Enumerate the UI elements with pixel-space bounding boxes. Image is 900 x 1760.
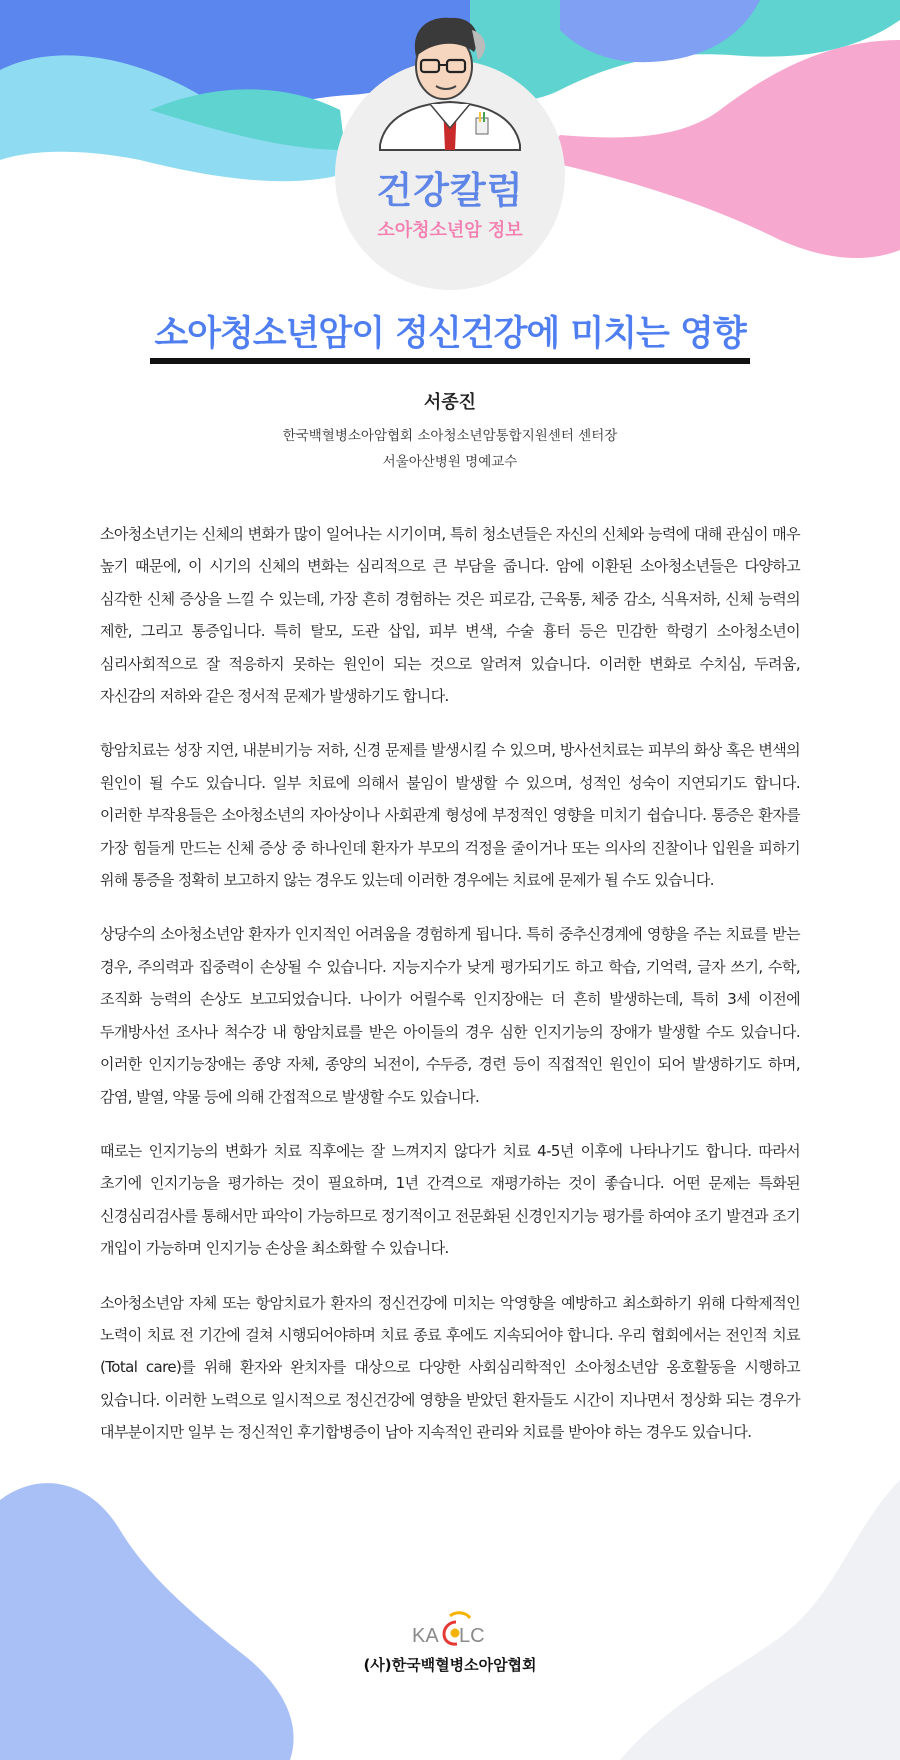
author-name: 서종진: [423, 392, 477, 413]
author-affiliation: 한국백혈병소아암협회 소아청소년암통합지원센터 센터장: [282, 428, 618, 444]
logo-prefix: KA: [412, 1625, 439, 1647]
article-paragraph-5: 소아청소년암 자체 또는 항암치료가 환자의 정신건강에 미치는 악영향을 예방하고 최소화하기 위해 다학제적인 노력이 치료 전 기간에 걸쳐 시행되어야하며 치료 종료 후에도 지속되어야 합니다. 우리 협회에서는 전인적 치료(Total care)를 위해 환자와 완치자를 대상으로 다양한 사회심리학적인 소아청소년암 옹호활동을 시행하고 있습니다. 이러한 노력으로 일시적으로 정신건강에 영향을 받았던 환자들도 시간이 지나면서 정상화 되는 경우가 대부분이지만 일부 는 정신적인 후기합병증이 남아 지속적인 관리와 치료를 받아야 하는 경우도 있습니다.: [100, 1293, 800, 1442]
author-title: 서울아산병원 명예교수: [382, 454, 518, 470]
article-paragraph-2: 항암치료는 성장 지연, 내분비기능 저하, 신경 문제를 발생시킬 수 있으며, 방사선치료는 피부의 화상 혹은 변색의 원인이 될 수도 있습니다. 일부 치료에 의해서 불임이 발생할 수 있으며, 성적인 성숙이 지연되기도 합니다. 이러한 부작용들은 소아청소년의 자아상이나 사회관계 형성에 부정적인 영향을 미치기 쉽습니다. 통증은 환자를 가장 힘들게 만드는 신체 증상 중 하나인데 환자가 부모의 걱정을 줄이거나 또는 의사의 진찰이나 입원을 피하기 위해 통증을 정확히 보고하지 않는 경우도 있는데 이러한 경우에는 치료에 문제가 될 수도 있습니다.: [100, 741, 800, 890]
badge-title: 건강칼럼: [376, 169, 524, 212]
logo-suffix: LC: [459, 1625, 485, 1647]
headline-underline: [150, 358, 750, 364]
article-paragraph-4: 때로는 인지기능의 변화가 치료 직후에는 잘 느껴지지 않다가 치료 4-5년 이후에 나타나기도 합니다. 따라서 초기에 인지기능을 평가하는 것이 필요하며, 1년 간격으로 재평가하는 것이 좋습니다. 어떤 문제는 특화된 신경심리검사를 통해서만 파악이 가능하므로 정기적이고 전문화된 신경인지기능 평가를 하여야 조기 발견과 조기 개입이 가능하며 인지기능 손상을 최소화할 수 있습니다.: [100, 1141, 800, 1258]
kaclc-logo-icon: [410, 1608, 490, 1648]
article-paragraph-3: 상당수의 소아청소년암 환자가 인지적인 어려움을 경험하게 됩니다. 특히 중추신경계에 영향을 주는 치료를 받는 경우, 주의력과 집중력이 손상될 수 있습니다. 지능지수가 낮게 평가되기도 하고 학습, 기억력, 글자 쓰기, 수학, 조직화 능력의 손상도 보고되었습니다. 나이가 어릴수록 인지장애는 더 흔히 발생하는데, 특히 3세 이전에 두개방사선 조사나 척수강 내 항암치료를 받은 아이들의 경우 심한 인지기능의 장애가 발생할 수도 있습니다. 이러한 인지기능장애는 종양 자체, 종양의 뇌전이, 수두증, 경련 등이 직접적인 원인이 되어 발생하기도 하며, 감염, 발열, 약물 등에 의해 간접적으로 발생할 수도 있습니다.: [100, 925, 800, 1106]
article-paragraph-1: 소아청소년기는 신체의 변화가 많이 일어나는 시기이며, 특히 청소년들은 자신의 신체와 능력에 대해 관심이 매우 높기 때문에, 이 시기의 신체의 변화는 심리적으로 큰 부담을 줍니다. 암에 이환된 소아청소년들은 다양하고 심각한 신체 증상을 느낄 수 있는데, 가장 흔히 경험하는 것은 피로감, 근육통, 체중 감소, 식욕저하, 신체 능력의 제한, 그리고 통증입니다. 특히 탈모, 도관 삽입, 피부 변색, 수술 흉터 등은 민감한 학령기 소아청소년이 심리사회적으로 잘 적응하지 못하는 원인이 되는 것으로 알려져 있습니다. 이러한 변화로 수치심, 두려움, 자신감의 저하와 같은 정서적 문제가 발생하기도 합니다.: [100, 525, 800, 706]
badge-subtitle: 소아청소년암 정보: [377, 220, 523, 241]
footer-organization: (사)한국백혈병소아암협회: [363, 1656, 537, 1674]
article-body: [100, 518, 800, 1471]
article-headline: 소아청소년암이 정신건강에 미치는 영향: [154, 314, 746, 354]
